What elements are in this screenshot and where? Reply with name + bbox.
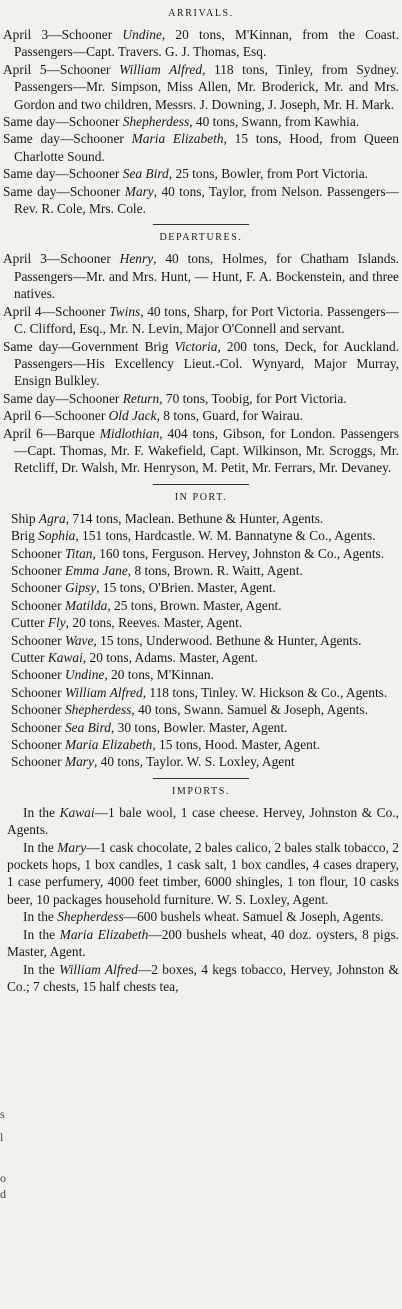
arrival-entry: Same day—Schooner Maria Elizabeth, 15 tons, Hood, from Queen Charlotte Sound. (3, 131, 399, 164)
in-port-entry: Cutter Fly, 20 tons, Reeves. Master, Agent. (11, 615, 243, 631)
ship-name: Fly (47, 615, 66, 631)
in-port-entry: Schooner Titan, 160 tons, Ferguson. Hervey, Johnston & Co., Agents. (11, 545, 385, 561)
in-port-entry: Schooner Emma Jane, 8 tons, Brown. R. Waitt, Agent. (11, 562, 303, 578)
ship-name: Twins (109, 303, 141, 319)
imports-list (3, 804, 399, 995)
ship-name: Henry (119, 251, 154, 267)
in-port-entry: Schooner Shepherdess, 40 tons, Swann. Samuel & Joseph, Agents. (11, 702, 368, 718)
in-port-entry: Ship Agra, 714 tons, Maclean. Bethune & Hunter, Agents. (11, 510, 324, 526)
ship-name: Shepherdess (57, 909, 124, 925)
arrivals-heading: ARRIVALS. (168, 8, 234, 19)
ship-name: Sophia (38, 528, 76, 544)
ship-name: Victoria (174, 338, 218, 354)
arrival-entry: Same day—Schooner Mary, 40 tons, Taylor, from Nelson. Passengers—Rev. R. Cole, Mrs. Cole. (3, 183, 399, 217)
departure-entry: April 4—Schooner Twins, 40 tons, Sharp, for Port Victoria. Passengers—C. Clifford, Esq., Mr. N. Levin, Major O'Connell and servant. (3, 303, 399, 337)
imports-heading: IMPORTS. (171, 785, 231, 797)
in-port-entry: Schooner Maria Elizabeth, 15 tons, Hood. Master, Agent. (11, 737, 320, 753)
ship-name: Titan (64, 545, 93, 561)
in-port-entry: Schooner Sea Bird, 30 tons, Bowler. Master, Agent. (11, 719, 288, 735)
in-port-entry: Cutter Kawai, 20 tons, Adams. Master, Agent. (11, 650, 258, 665)
ship-name: Maria Elizabeth (64, 737, 153, 753)
ship-name: Mary (124, 183, 154, 199)
margin-mark: l (0, 1130, 4, 1144)
ship-name: Return (122, 390, 160, 406)
ship-name: Emma Jane (64, 562, 128, 578)
import-entry: In the Kawai—1 bale wool, 1 case cheese. Hervey, Johnston & Co., Agents. (7, 804, 399, 838)
ship-name: Kawai (47, 650, 83, 665)
arrival-entry: Same day—Schooner Shepherdess, 40 tons, Swann, from Kawhia. (3, 114, 360, 130)
ship-name: Matilda (64, 597, 108, 613)
ship-name: Sea Bird (64, 719, 111, 735)
import-entry: In the Shepherdess—600 bushels wheat. Samuel & Joseph, Agents. (23, 909, 384, 925)
section-divider (153, 778, 249, 779)
in-port-entry: Schooner Mary, 40 tons, Taylor. W. S. Loxley, Agent (11, 754, 295, 770)
import-entry: In the Mary—1 cask chocolate, 2 bales calico, 2 bales stalk tobacco, 2 pockets hops, 1 box candles, 1 cask salt, 1 box candles, 4 cases drapery, 1 case perfumery, 4000 feet timber, 6000 shingles, 1 ton flour, 10 casks beer, 10 packages household furniture. W. S. Loxley, Agent. (7, 839, 399, 907)
in-port-entry: Schooner Undine, 20 tons, M'Kinnan. (11, 667, 214, 683)
in-port-entry: Schooner Gipsy, 15 tons, O'Brien. Master, Agent. (11, 580, 276, 596)
ship-name: Maria Elizabeth (131, 131, 224, 147)
ship-name: Shepherdess (64, 702, 132, 718)
departures-list (3, 250, 399, 476)
ship-name: Midlothian (99, 425, 160, 441)
ship-name: Agra (38, 510, 66, 526)
ship-name: William Alfred (119, 61, 203, 77)
arrival-entry: April 3—Schooner Undine, 20 tons, M'Kinnan, from the Coast. Passengers—Capt. Travers. G. J. Thomas, Esq. (3, 27, 399, 60)
ship-name: Shepherdess (122, 114, 190, 130)
arrival-entry: April 5—Schooner William Alfred, 118 tons, Tinley, from Sydney. Passengers—Mr. Simpson, Miss Allen, Mr. Broderick, Mr. and Mrs. Gordon and two children, Messrs. J. Downing, J. Joseph, Mr. H. Mark. (3, 61, 399, 112)
import-entry: In the William Alfred—2 boxes, 4 kegs tobacco, Hervey, Johnston & Co.; 7 chests, 15 half chests tea, (7, 961, 399, 994)
ship-name: Wave (64, 632, 94, 648)
margin-mark: d (0, 1187, 6, 1201)
ship-name: Undine (122, 27, 162, 42)
in-port-heading: IN PORT. (174, 491, 228, 503)
ship-name: Mary (57, 839, 87, 855)
departure-entry: Same day—Schooner Return, 70 tons, Toobig, for Port Victoria. (3, 390, 347, 406)
in-port-list (3, 510, 399, 771)
ship-name: William Alfred (64, 684, 143, 700)
arrival-entry: Same day—Schooner Sea Bird, 25 tons, Bowler, from Port Victoria. (3, 166, 368, 182)
margin-mark: s (0, 1107, 5, 1121)
ship-name: Maria Elizabeth (59, 926, 149, 942)
departure-entry: April 6—Barque Midlothian, 404 tons, Gibson, for London. Passengers—Capt. Thomas, Mr. F. Wakefield, Capt. Wilkinson, Mr. Scroggs, Mr. Retcliff, Dr. Walsh, Mr. Henryson, M. Petit, Mr. Ferrars, Mr. Devaney. (3, 425, 400, 476)
ship-name: Old Jack (108, 408, 157, 424)
ship-name: Gipsy (64, 580, 97, 596)
ship-name: Mary (64, 754, 94, 770)
section-divider (153, 224, 249, 225)
in-port-entry: Schooner William Alfred, 118 tons, Tinley. W. Hickson & Co., Agents. (11, 684, 388, 700)
departure-entry: April 3—Schooner Henry, 40 tons, Holmes, for Chatham Islands. Passengers—Mr. and Mrs. Hunt, — Hunt, F. A. Bockenstein, and three natives. (3, 251, 399, 302)
in-port-entry: Brig Sophia, 151 tons, Hardcastle. W. M. Bannatyne & Co., Agents. (11, 528, 376, 544)
section-divider (153, 484, 249, 485)
arrivals-list (3, 26, 399, 217)
margin-mark: o (0, 1171, 6, 1185)
departure-entry: April 6—Schooner Old Jack, 8 tons, Guard, for Wairau. (3, 408, 303, 424)
in-port-entry: Schooner Matilda, 25 tons, Brown. Master, Agent. (11, 597, 282, 613)
departures-heading: DEPARTURES. (159, 232, 243, 244)
in-port-entry: Schooner Wave, 15 tons, Underwood. Bethune & Hunter, Agents. (11, 632, 362, 648)
ship-name: William Alfred (59, 961, 138, 977)
ship-name: Sea Bird (122, 166, 169, 182)
departure-entry: Same day—Government Brig Victoria, 200 tons, Deck, for Auckland. Passengers—His Excellency Lieut.-Col. Wynyard, Major Murray, Ensign Bulkley. (3, 338, 399, 389)
shipping-column (3, 6, 399, 995)
import-entry: In the Maria Elizabeth—200 bushels wheat, 40 doz. oysters, 8 pigs. Master, Agent. (7, 926, 400, 960)
ship-name: Undine (64, 667, 105, 683)
ship-name: Kawai (59, 804, 95, 820)
